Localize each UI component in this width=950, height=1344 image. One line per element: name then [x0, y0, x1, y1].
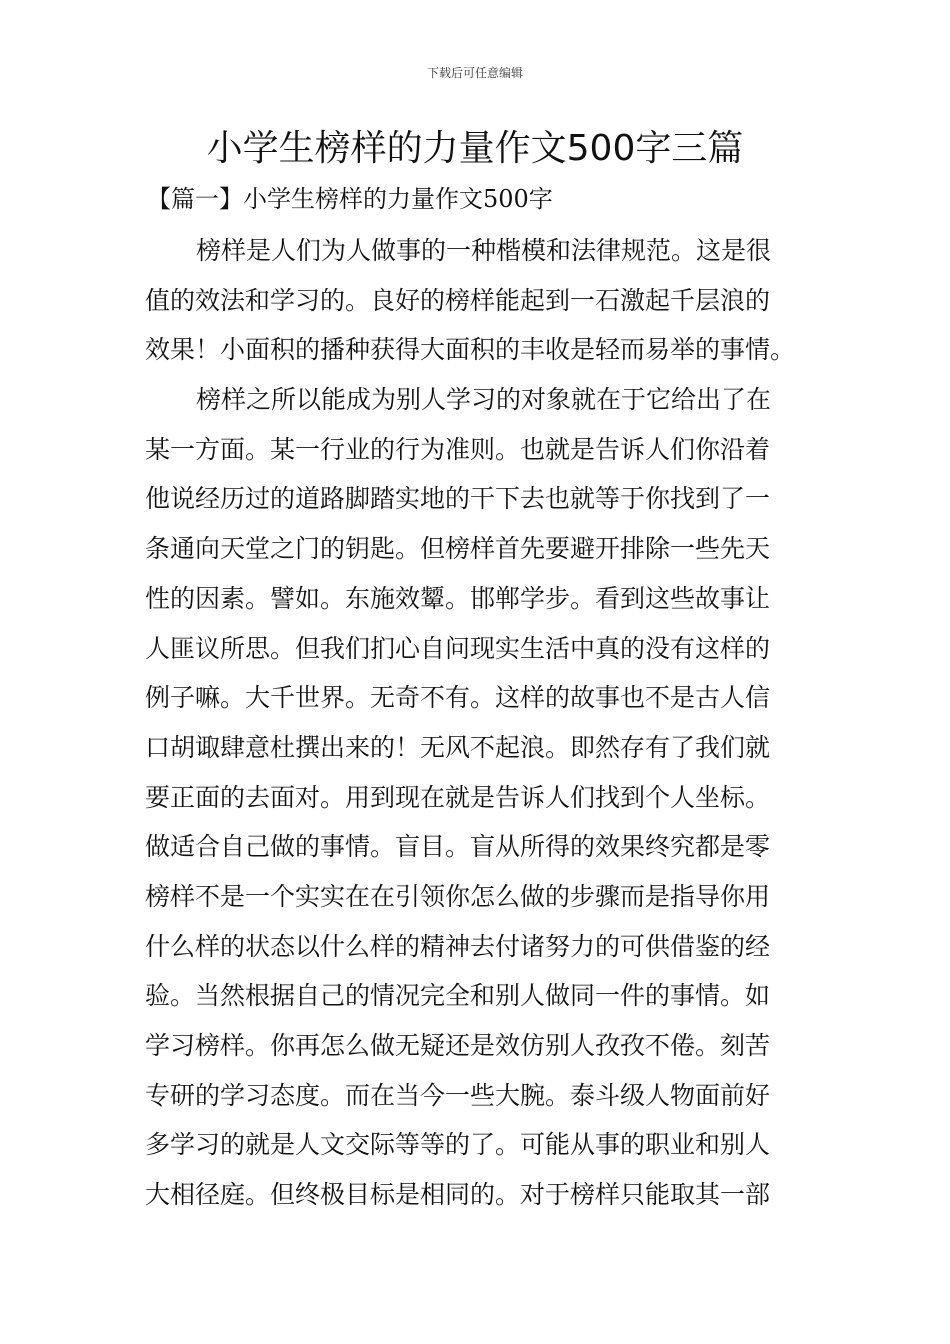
section-heading: 【篇一】小学生榜样的力量作文500字: [147, 185, 553, 213]
paragraph-2-line-6: 人匪议所思。但我们扪心自问现实生活中真的没有这样的: [145, 633, 771, 663]
paragraph-1-line-3: 效果！小面积的播种获得大面积的丰收是轻而易举的事情。: [145, 335, 796, 365]
paragraph-2-line-9: 要正面的去面对。用到现在就是告诉人们找到个人坐标。: [145, 782, 771, 812]
paragraph-2-line-5: 性的因素。譬如。东施效颦。邯郸学步。看到这些故事让: [145, 583, 771, 613]
paragraph-2-line-11: 榜样不是一个实实在在引领你怎么做的步骤而是指导你用: [145, 881, 771, 911]
paragraph-2-line-16: 多学习的就是人文交际等等的了。可能从事的职业和别人: [145, 1130, 771, 1160]
paragraph-2-line-14: 学习榜样。你再怎么做无疑还是效仿别人孜孜不倦。刻苦: [145, 1031, 771, 1060]
paragraph-2-line-17: 大相径庭。但终极目标是相同的。对于榜样只能取其一部: [145, 1180, 771, 1210]
paragraph-2-line-15: 专研的学习态度。而在当今一些大腕。泰斗级人物面前好: [145, 1080, 771, 1110]
paragraph-2-line-12: 什么样的状态以什么样的精神去付诸努力的可供借鉴的经: [145, 931, 771, 961]
header-note: 下载后可任意编辑: [426, 66, 523, 80]
paragraph-2-line-8: 口胡诹肆意杜撰出来的！无风不起浪。即然存有了我们就: [145, 732, 771, 762]
paragraph-1-line-2: 值的效法和学习的。良好的榜样能起到一石激起千层浪的: [145, 285, 771, 315]
paragraph-1-line-1: 榜样是人们为人做事的一种楷模和法律规范。这是很: [196, 236, 772, 265]
paragraph-2-line-10: 做适合自己做的事情。盲目。盲从所得的效果终究都是零: [145, 832, 771, 862]
paragraph-2-line-3: 他说经历过的道路脚踏实地的干下去也就等于你找到了一: [145, 484, 771, 514]
paragraph-2-line-7: 例子嘛。大千世界。无奇不有。这样的故事也不是古人信: [145, 683, 771, 713]
document-title: 小学生榜样的力量作文500字三篇: [206, 128, 744, 169]
paragraph-2-line-1: 榜样之所以能成为别人学习的对象就在于它给出了在: [196, 385, 772, 415]
paragraph-2-line-2: 某一方面。某一行业的行为准则。也就是告诉人们你沿着: [145, 434, 771, 464]
paragraph-2-line-4: 条通向天堂之门的钥匙。但榜样首先要避开排除一些先天: [145, 534, 771, 564]
body-text: [145, 226, 809, 1220]
paragraph-2-line-13: 验。当然根据自己的情况完全和别人做同一件的事情。如: [145, 981, 771, 1011]
